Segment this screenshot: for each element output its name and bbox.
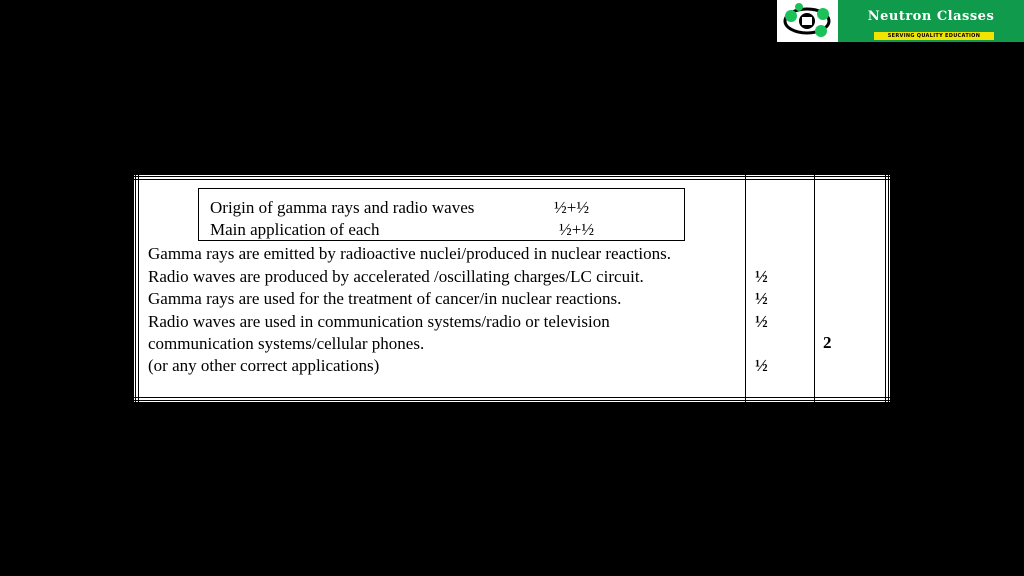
mark-value: ½ [755, 289, 768, 308]
total-marks: 2 [823, 333, 832, 352]
marking-criteria-box [198, 188, 685, 241]
mark-value: ½ [755, 312, 768, 331]
atom-logo-icon [781, 2, 833, 40]
table-bottom-border [134, 400, 890, 401]
table-right-border [888, 175, 889, 402]
answer-line: Gamma rays are emitted by radioactive nuclei/produced in nuclear reactions. [148, 244, 671, 263]
answer-line: Radio waves are produced by accelerated /oscillating charges/LC circuit. [148, 267, 644, 286]
column-divider-2 [814, 175, 815, 402]
answer-line: communication systems/cellular phones. [148, 334, 425, 353]
criteria-marks: ½+½ [554, 198, 590, 217]
table-left-border-inner [138, 175, 139, 402]
table-top-border [134, 176, 890, 177]
mark-value: ½ [755, 356, 768, 375]
criteria-marks: ½+½ [559, 220, 595, 239]
brand-panel [838, 0, 1024, 42]
answer-line: Radio waves are used in communication systems/radio or television [148, 312, 610, 331]
brand-name: Neutron Classes [867, 9, 995, 24]
table-top-border-inner [134, 179, 890, 180]
column-divider-1 [745, 175, 746, 402]
brand-badge [777, 0, 1024, 42]
criteria-line: Origin of gamma rays and radio waves [210, 198, 475, 217]
mark-value: ½ [755, 267, 768, 286]
brand-tagline: SERVING QUALITY EDUCATION [874, 32, 994, 40]
marking-scheme-table [134, 175, 890, 402]
table-left-border [135, 175, 136, 402]
criteria-line: Main application of each [210, 220, 380, 239]
table-right-border-inner [885, 175, 886, 402]
answer-line: Gamma rays are used for the treatment of cancer/in nuclear reactions. [148, 289, 622, 308]
table-bottom-border-inner [134, 397, 890, 398]
answer-line: (or any other correct applications) [148, 356, 380, 375]
